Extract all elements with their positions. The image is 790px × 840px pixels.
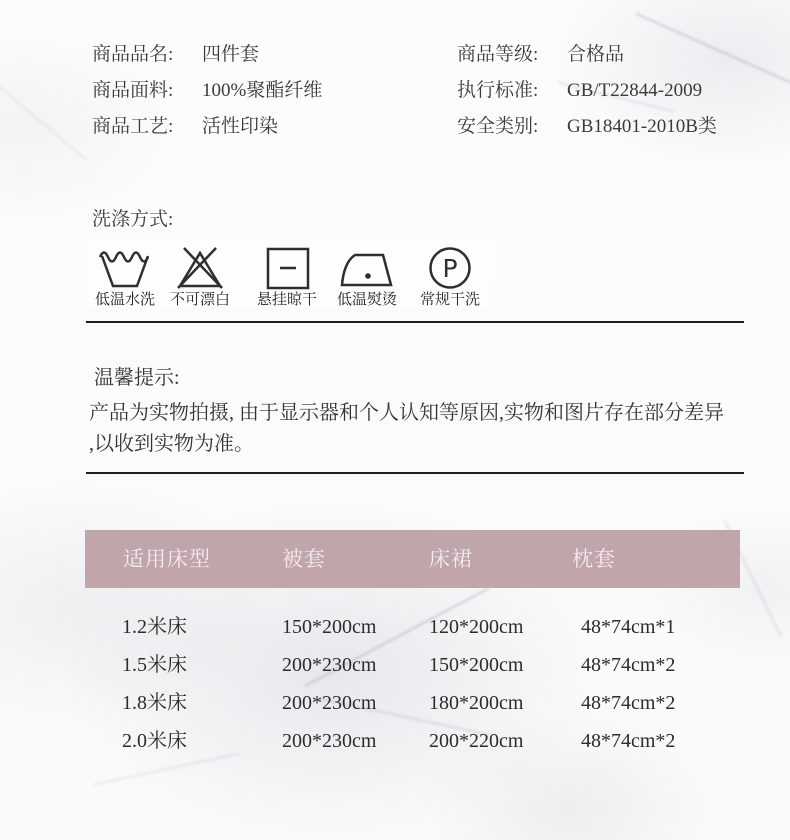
cell-pillowcase: 48*74cm*2 xyxy=(581,730,676,752)
cell-duvet-cover: 200*230cm xyxy=(282,730,377,752)
care-symbol-dry-clean xyxy=(408,245,492,308)
info-value: GB18401-2010B类 xyxy=(567,116,717,137)
divider-line-top xyxy=(86,321,744,323)
info-label: 商品品名: xyxy=(92,44,174,65)
care-symbol-label: 低温熨烫 xyxy=(336,292,397,308)
tips-line-1: 产品为实物拍摄, 由于显示器和个人认知等原因,实物和图片存在部分差异 xyxy=(89,402,724,424)
size-table-header-bed-type: 适用床型 xyxy=(123,547,211,571)
table-row xyxy=(85,612,740,642)
info-value: GB/T22844-2009 xyxy=(567,80,703,101)
info-row-product-name xyxy=(92,44,322,66)
hang-dry-icon xyxy=(258,245,316,291)
marble-vein xyxy=(0,82,87,161)
cell-bed-type: 1.8米床 xyxy=(122,692,187,714)
cell-bed-skirt: 150*200cm xyxy=(429,654,524,676)
cell-bed-skirt: 180*200cm xyxy=(429,692,524,714)
cell-pillowcase: 48*74cm*2 xyxy=(581,654,676,676)
table-row xyxy=(85,688,740,718)
info-label: 执行标准: xyxy=(457,80,539,101)
care-symbol-no-bleach xyxy=(158,245,242,308)
table-row xyxy=(85,726,740,756)
cell-bed-type: 2.0米床 xyxy=(122,730,187,752)
size-table-header-bed-skirt: 床裙 xyxy=(429,547,473,571)
cell-bed-skirt: 120*200cm xyxy=(429,616,524,638)
info-row-fabric xyxy=(92,80,322,102)
info-value: 四件套 xyxy=(202,44,260,65)
care-symbol-label: 常规干洗 xyxy=(419,292,480,308)
tips-title: 温馨提示: xyxy=(94,367,180,389)
size-table-header xyxy=(85,530,740,588)
info-row-safety-class xyxy=(457,116,717,138)
product-info-left-column xyxy=(92,44,322,152)
info-value: 100%聚酯纤维 xyxy=(202,80,323,101)
cell-duvet-cover: 150*200cm xyxy=(282,616,377,638)
cell-pillowcase: 48*74cm*2 xyxy=(581,692,676,714)
care-symbol-wash-low-temp xyxy=(83,245,167,308)
no-bleach-icon xyxy=(171,245,229,291)
iron-low-temp-icon xyxy=(337,245,397,291)
size-table-header-pillowcase: 枕套 xyxy=(572,547,616,571)
cell-pillowcase: 48*74cm*1 xyxy=(581,616,676,638)
info-label: 商品面料: xyxy=(92,80,174,101)
tips-line-2: ,以收到实物为准。 xyxy=(89,433,254,455)
table-row xyxy=(85,650,740,680)
divider-line-bottom xyxy=(86,472,744,474)
info-row-grade xyxy=(457,44,717,66)
washing-icons-strip xyxy=(88,240,494,308)
cell-duvet-cover: 200*230cm xyxy=(282,654,377,676)
info-label: 安全类别: xyxy=(457,116,539,137)
info-value: 合格品 xyxy=(567,44,625,65)
cell-duvet-cover: 200*230cm xyxy=(282,692,377,714)
cell-bed-skirt: 200*220cm xyxy=(429,730,524,752)
product-info-right-column xyxy=(457,44,717,152)
info-value: 活性印染 xyxy=(202,116,279,137)
info-label: 商品等级: xyxy=(457,44,539,65)
cell-bed-type: 1.5米床 xyxy=(122,654,187,676)
info-row-craft xyxy=(92,116,322,138)
washing-section-title: 洗涤方式: xyxy=(92,209,174,230)
svg-text:P: P xyxy=(442,254,458,283)
care-symbol-iron-low-temp xyxy=(325,245,409,308)
tips-body xyxy=(89,398,739,460)
info-row-standard xyxy=(457,80,717,102)
care-symbol-label: 悬挂晾干 xyxy=(256,292,317,308)
cell-bed-type: 1.2米床 xyxy=(122,616,187,638)
dry-clean-p-icon xyxy=(421,245,479,291)
care-symbol-hang-dry xyxy=(245,245,329,308)
care-symbol-label: 不可漂白 xyxy=(169,292,230,308)
info-label: 商品工艺: xyxy=(92,116,174,137)
size-table-header-duvet-cover: 被套 xyxy=(282,547,326,571)
wash-low-temp-icon xyxy=(96,245,154,291)
marble-vein xyxy=(93,752,240,785)
care-symbol-label: 低温水洗 xyxy=(94,292,155,308)
